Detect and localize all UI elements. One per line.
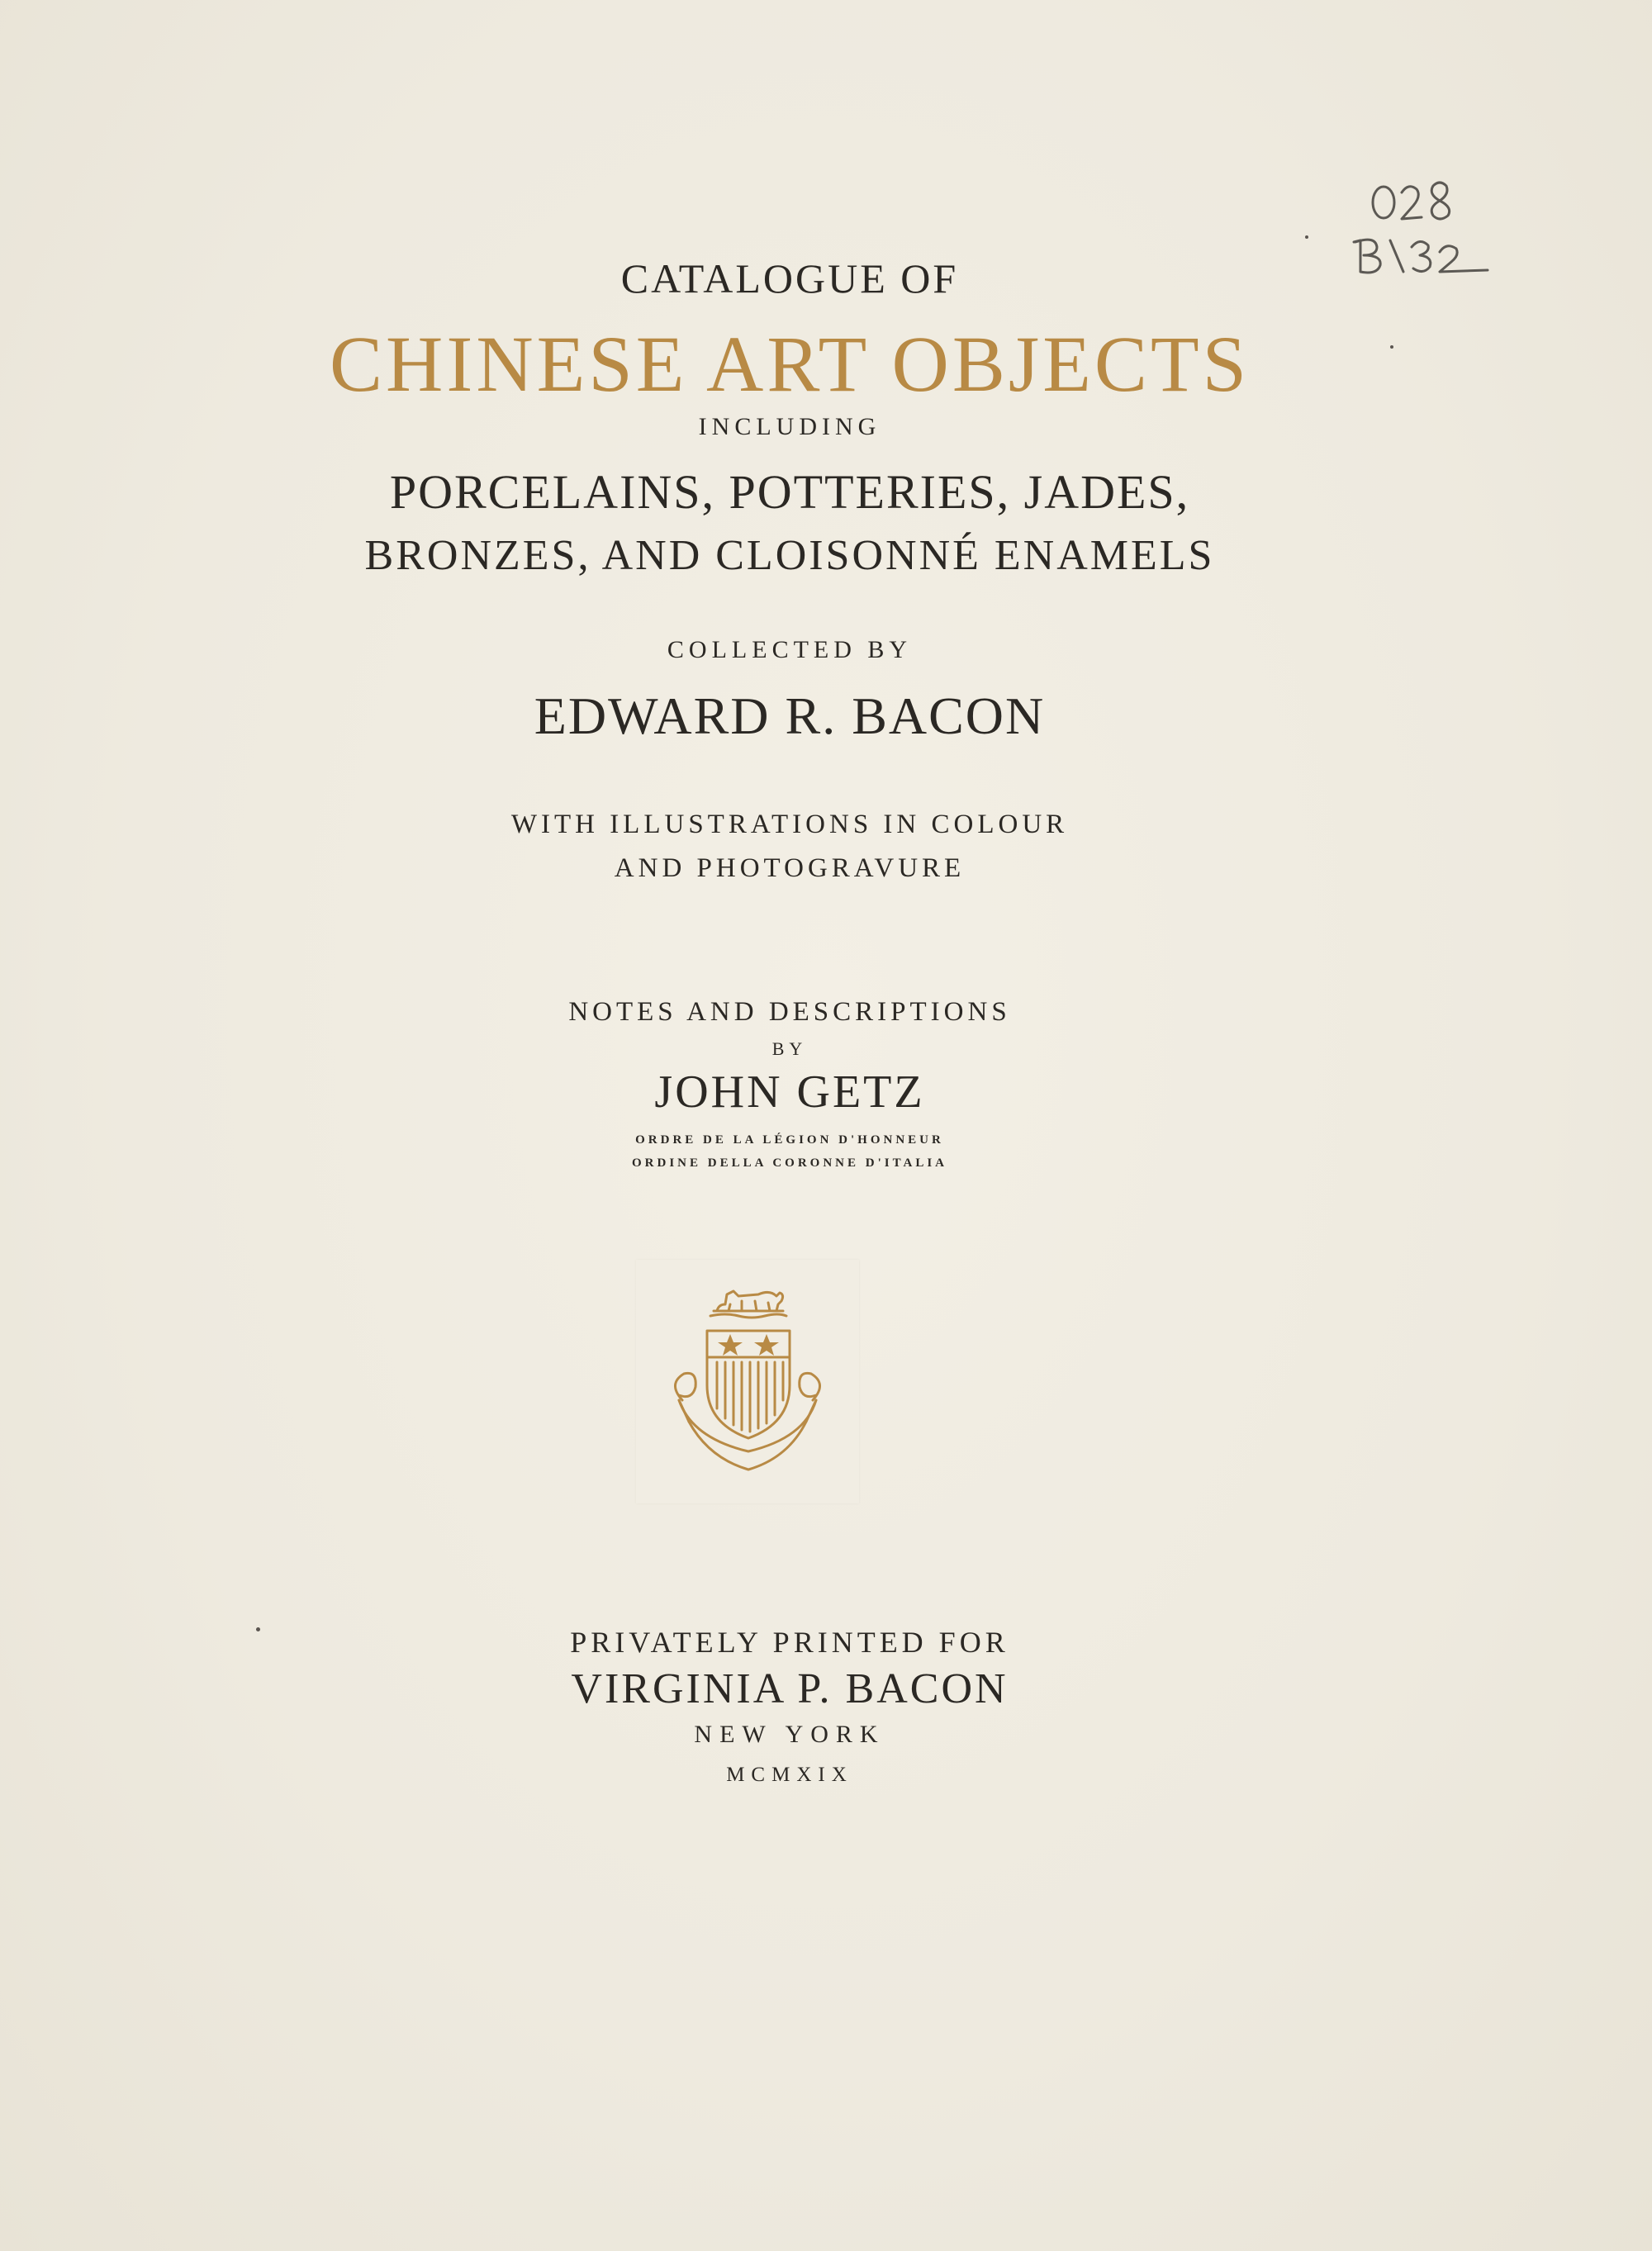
main-title: CHINESE ART OBJECTS	[330, 320, 1250, 408]
author-name: JOHN GETZ	[654, 1066, 925, 1118]
including-label: INCLUDING	[698, 413, 881, 440]
notes-descriptions-label: NOTES AND DESCRIPTIONS	[568, 997, 1011, 1027]
catalogue-of-heading: CATALOGUE OF	[620, 255, 959, 302]
illustrations-line-2: AND PHOTOGRAVURE	[614, 853, 966, 883]
paper-speck	[256, 1627, 260, 1631]
honor-line-2: ORDINE DELLA CORONNE D'ITALIA	[631, 1156, 947, 1170]
paper-speck	[1305, 235, 1308, 239]
collector-name: EDWARD R. BACON	[534, 686, 1046, 745]
collected-by-label: COLLECTED BY	[667, 636, 913, 663]
coat-of-arms-icon	[659, 1276, 836, 1491]
imprint-year: MCMXIX	[726, 1764, 853, 1786]
subtitle-line-1: PORCELAINS, POTTERIES, JADES,	[389, 465, 1190, 519]
honor-line-1: ORDRE DE LA LÉGION D'HONNEUR	[635, 1133, 944, 1147]
paper-speck	[1390, 345, 1393, 349]
by-label: BY	[771, 1038, 808, 1059]
subtitle-line-2: BRONZES, AND CLOISONNÉ ENAMELS	[364, 532, 1215, 579]
imprint-city: NEW YORK	[694, 1721, 885, 1748]
illustrations-line-1: WITH ILLUSTRATIONS IN COLOUR	[510, 810, 1069, 839]
patron-name: VIRGINIA P. BACON	[571, 1665, 1009, 1712]
privately-printed-label: PRIVATELY PRINTED FOR	[570, 1626, 1009, 1659]
